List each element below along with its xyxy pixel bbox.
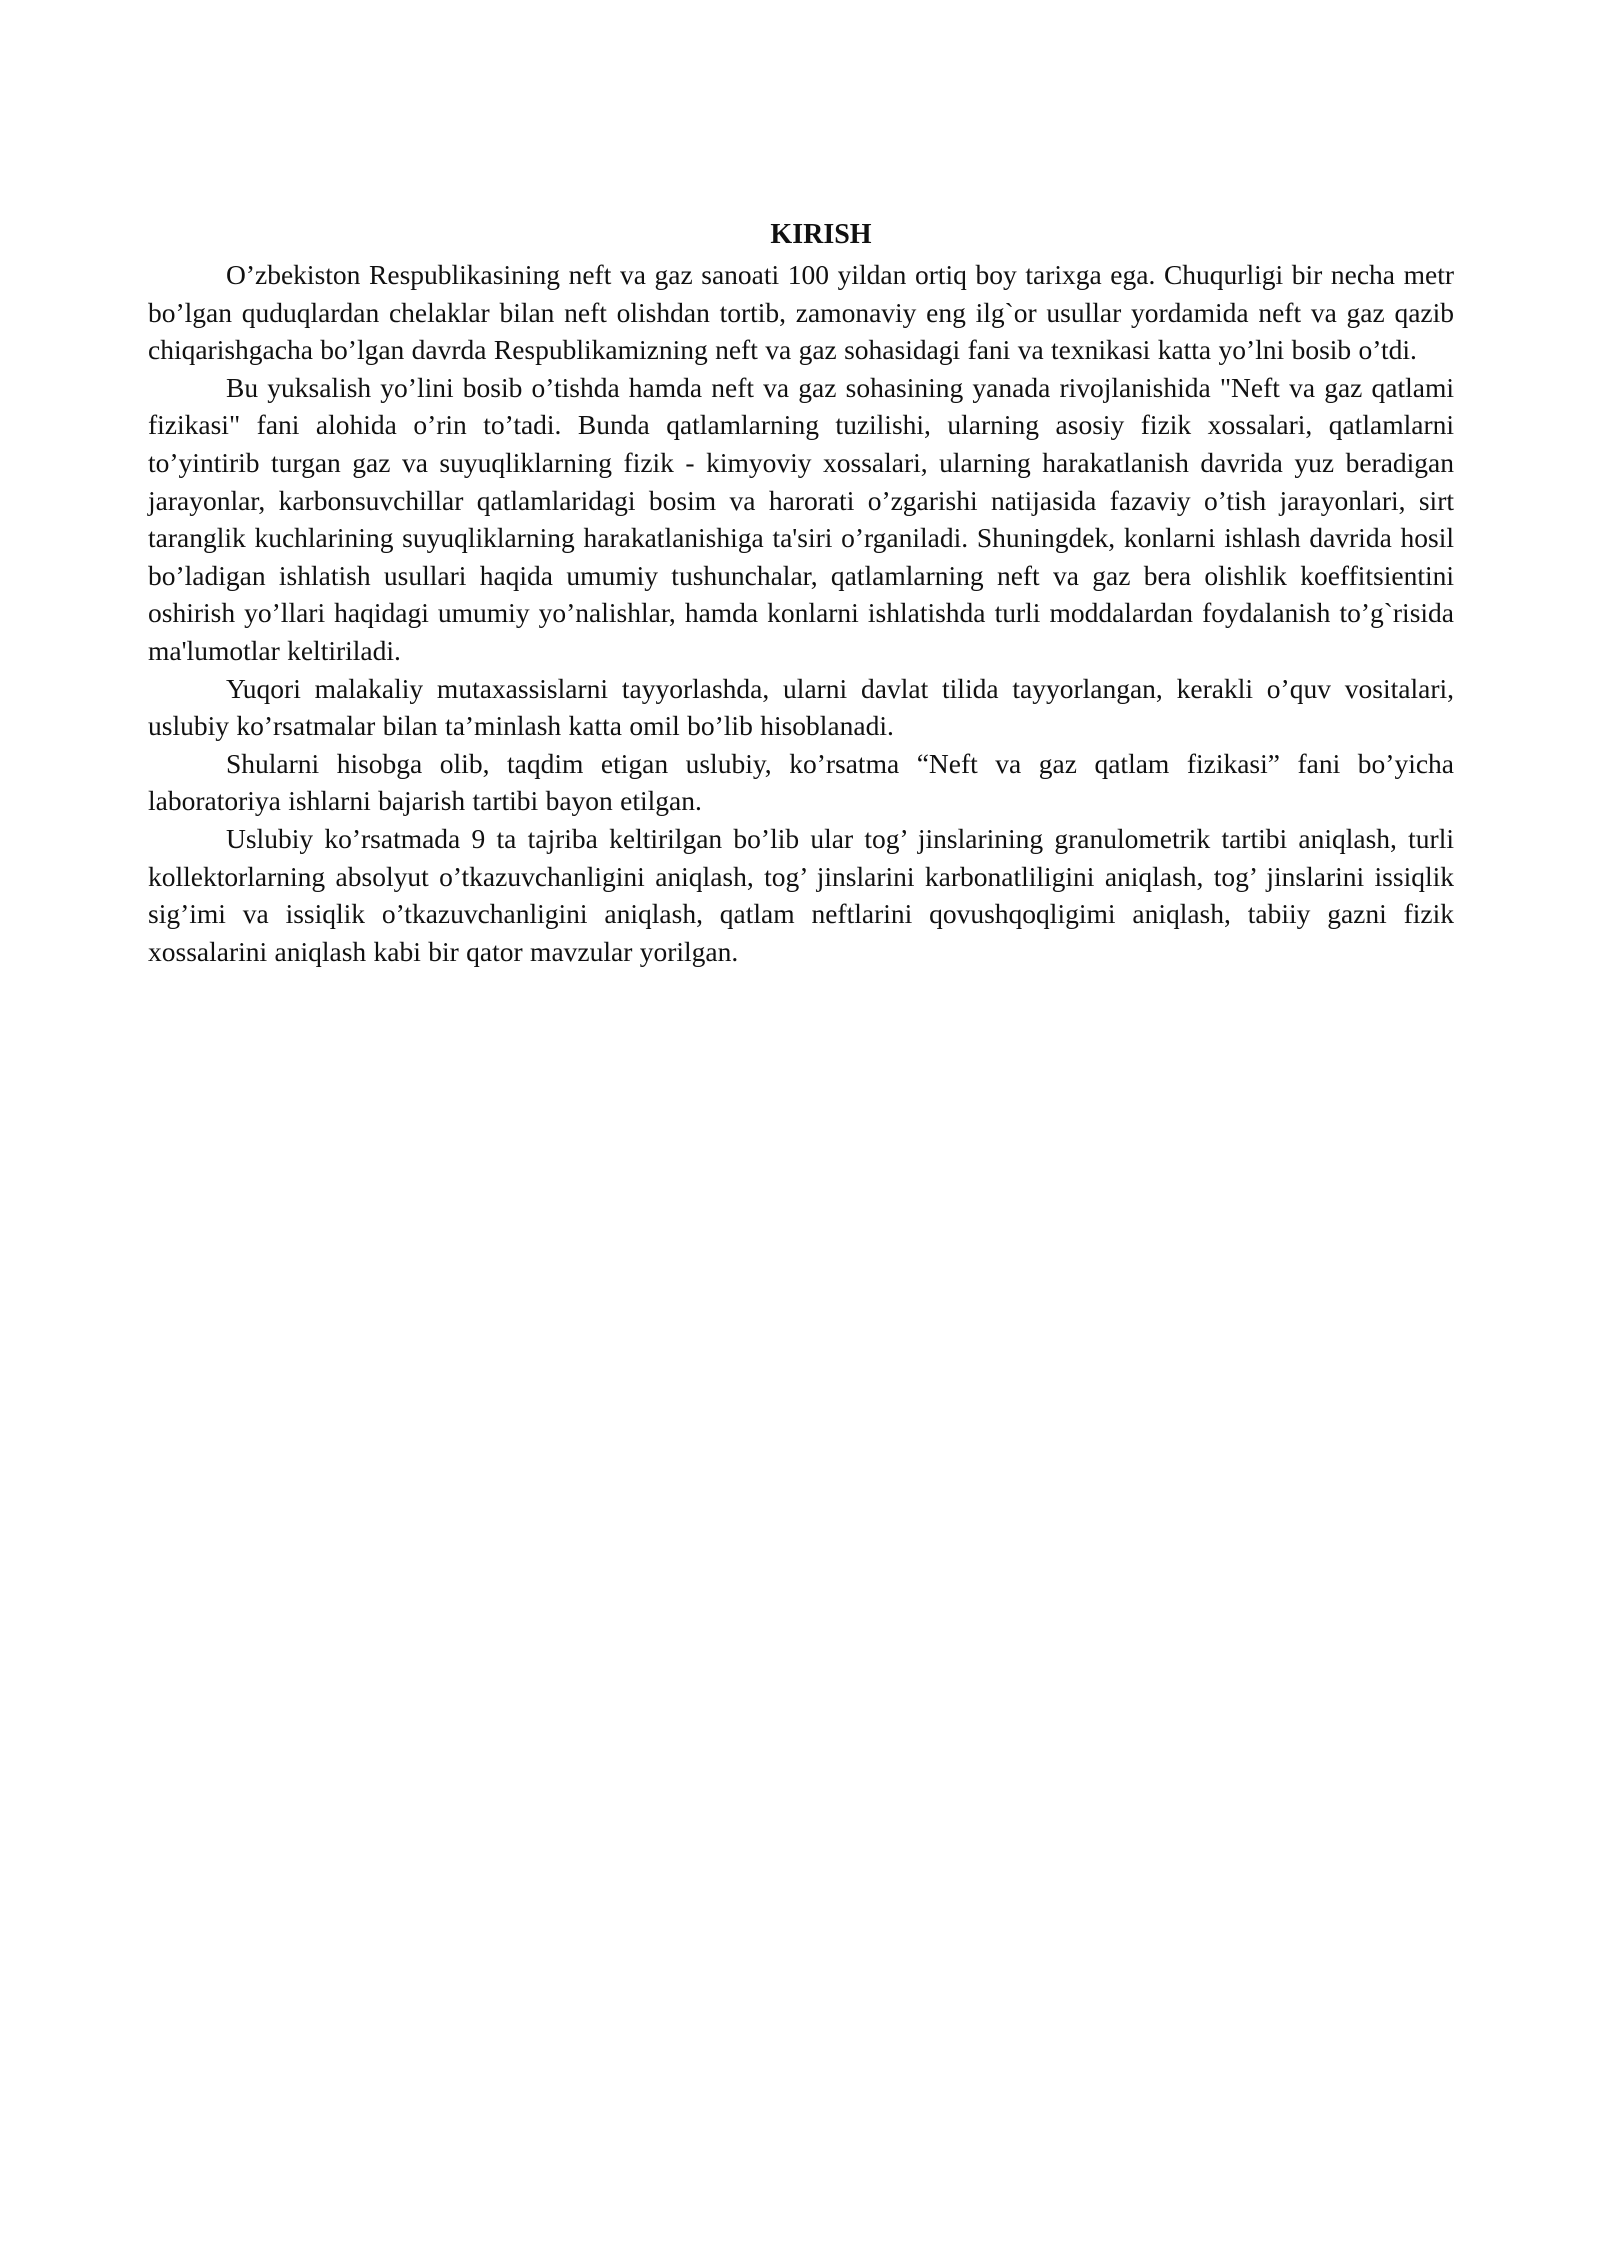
paragraph-3: Yuqori malakaliy mutaxassislarni tayyorlashda, ularni davlat tilida tayyorlangan, kerakli o’quv vositalari, uslubiy ko’rsatmalar bilan ta’minlash katta omil bo’lib hisoblanadi. bbox=[148, 672, 1454, 742]
paragraph-5: Uslubiy ko’rsatmada 9 ta tajriba keltirilgan bo’lib ular tog’ jinslarining granulometrik tartibi aniqlash, turli kollektorlarning absolyut o’tkazuvchanligini aniqlash, tog’ jinslarini karbonatliligini aniqlash, tog’ jinslarini issiqlik sig’imi va issiqlik o’tkazuvchanligini aniqlash, qatlam neftlarini qovushqoqligimi aniqlash, tabiiy gazni fizik xossalarini aniqlash kabi bir qator mavzular yorilgan. bbox=[148, 822, 1454, 967]
page-title: KIRISH bbox=[770, 219, 872, 250]
document-body bbox=[148, 216, 1454, 970]
paragraph-1: O’zbekiston Respublikasining neft va gaz sanoati 100 yildan ortiq boy tarixga ega. Chuqurligi bir necha metr bo’lgan quduqlardan chelaklar bilan neft olishdan tortib, zamonaviy eng ilg`or usullar yordamida neft va gaz qazib chiqarishgacha bo’lgan davrda Respublikamizning neft va gaz sohasidagi fani va texnikasi katta yo’lni bosib o’tdi. bbox=[148, 259, 1454, 366]
paragraph-4: Shularni hisobga olib, taqdim etigan uslubiy, ko’rsatma “Neft va gaz qatlam fizikasi” fani bo’yicha laboratoriya ishlarni bajarish tartibi bayon etilgan. bbox=[148, 747, 1454, 817]
paragraph-2: Bu yuksalish yo’lini bosib o’tishda hamda neft va gaz sohasining yanada rivojlanishida "Neft va gaz qatlami fizikasi" fani alohida o’rin to’tadi. Bunda qatlamlarning tuzilishi, ularning asosiy fizik xossalari, qatlamlarni to’yintirib turgan gaz va suyuqliklarning fizik - kimyoviy xossalari, ularning harakatlanish davrida yuz beradigan jarayonlar, karbonsuvchillar qatlamlaridagi bosim va harorati o’zgarishi natijasida fazaviy o’tish jarayonlari, sirt taranglik kuchlarining suyuqliklarning harakatlanishiga ta'siri o’rganiladi. Shuningdek, konlarni ishlash davrida hosil bo’ladigan ishlatish usullari haqida umumiy tushunchalar, qatlamlarning neft va gaz bera olishlik koeffitsientini oshirish yo’llari haqidagi umumiy yo’nalishlar, hamda konlarni ishlatishda turli moddalardan foydalanish to’g`risida ma'lumotlar keltiriladi. bbox=[148, 371, 1454, 666]
